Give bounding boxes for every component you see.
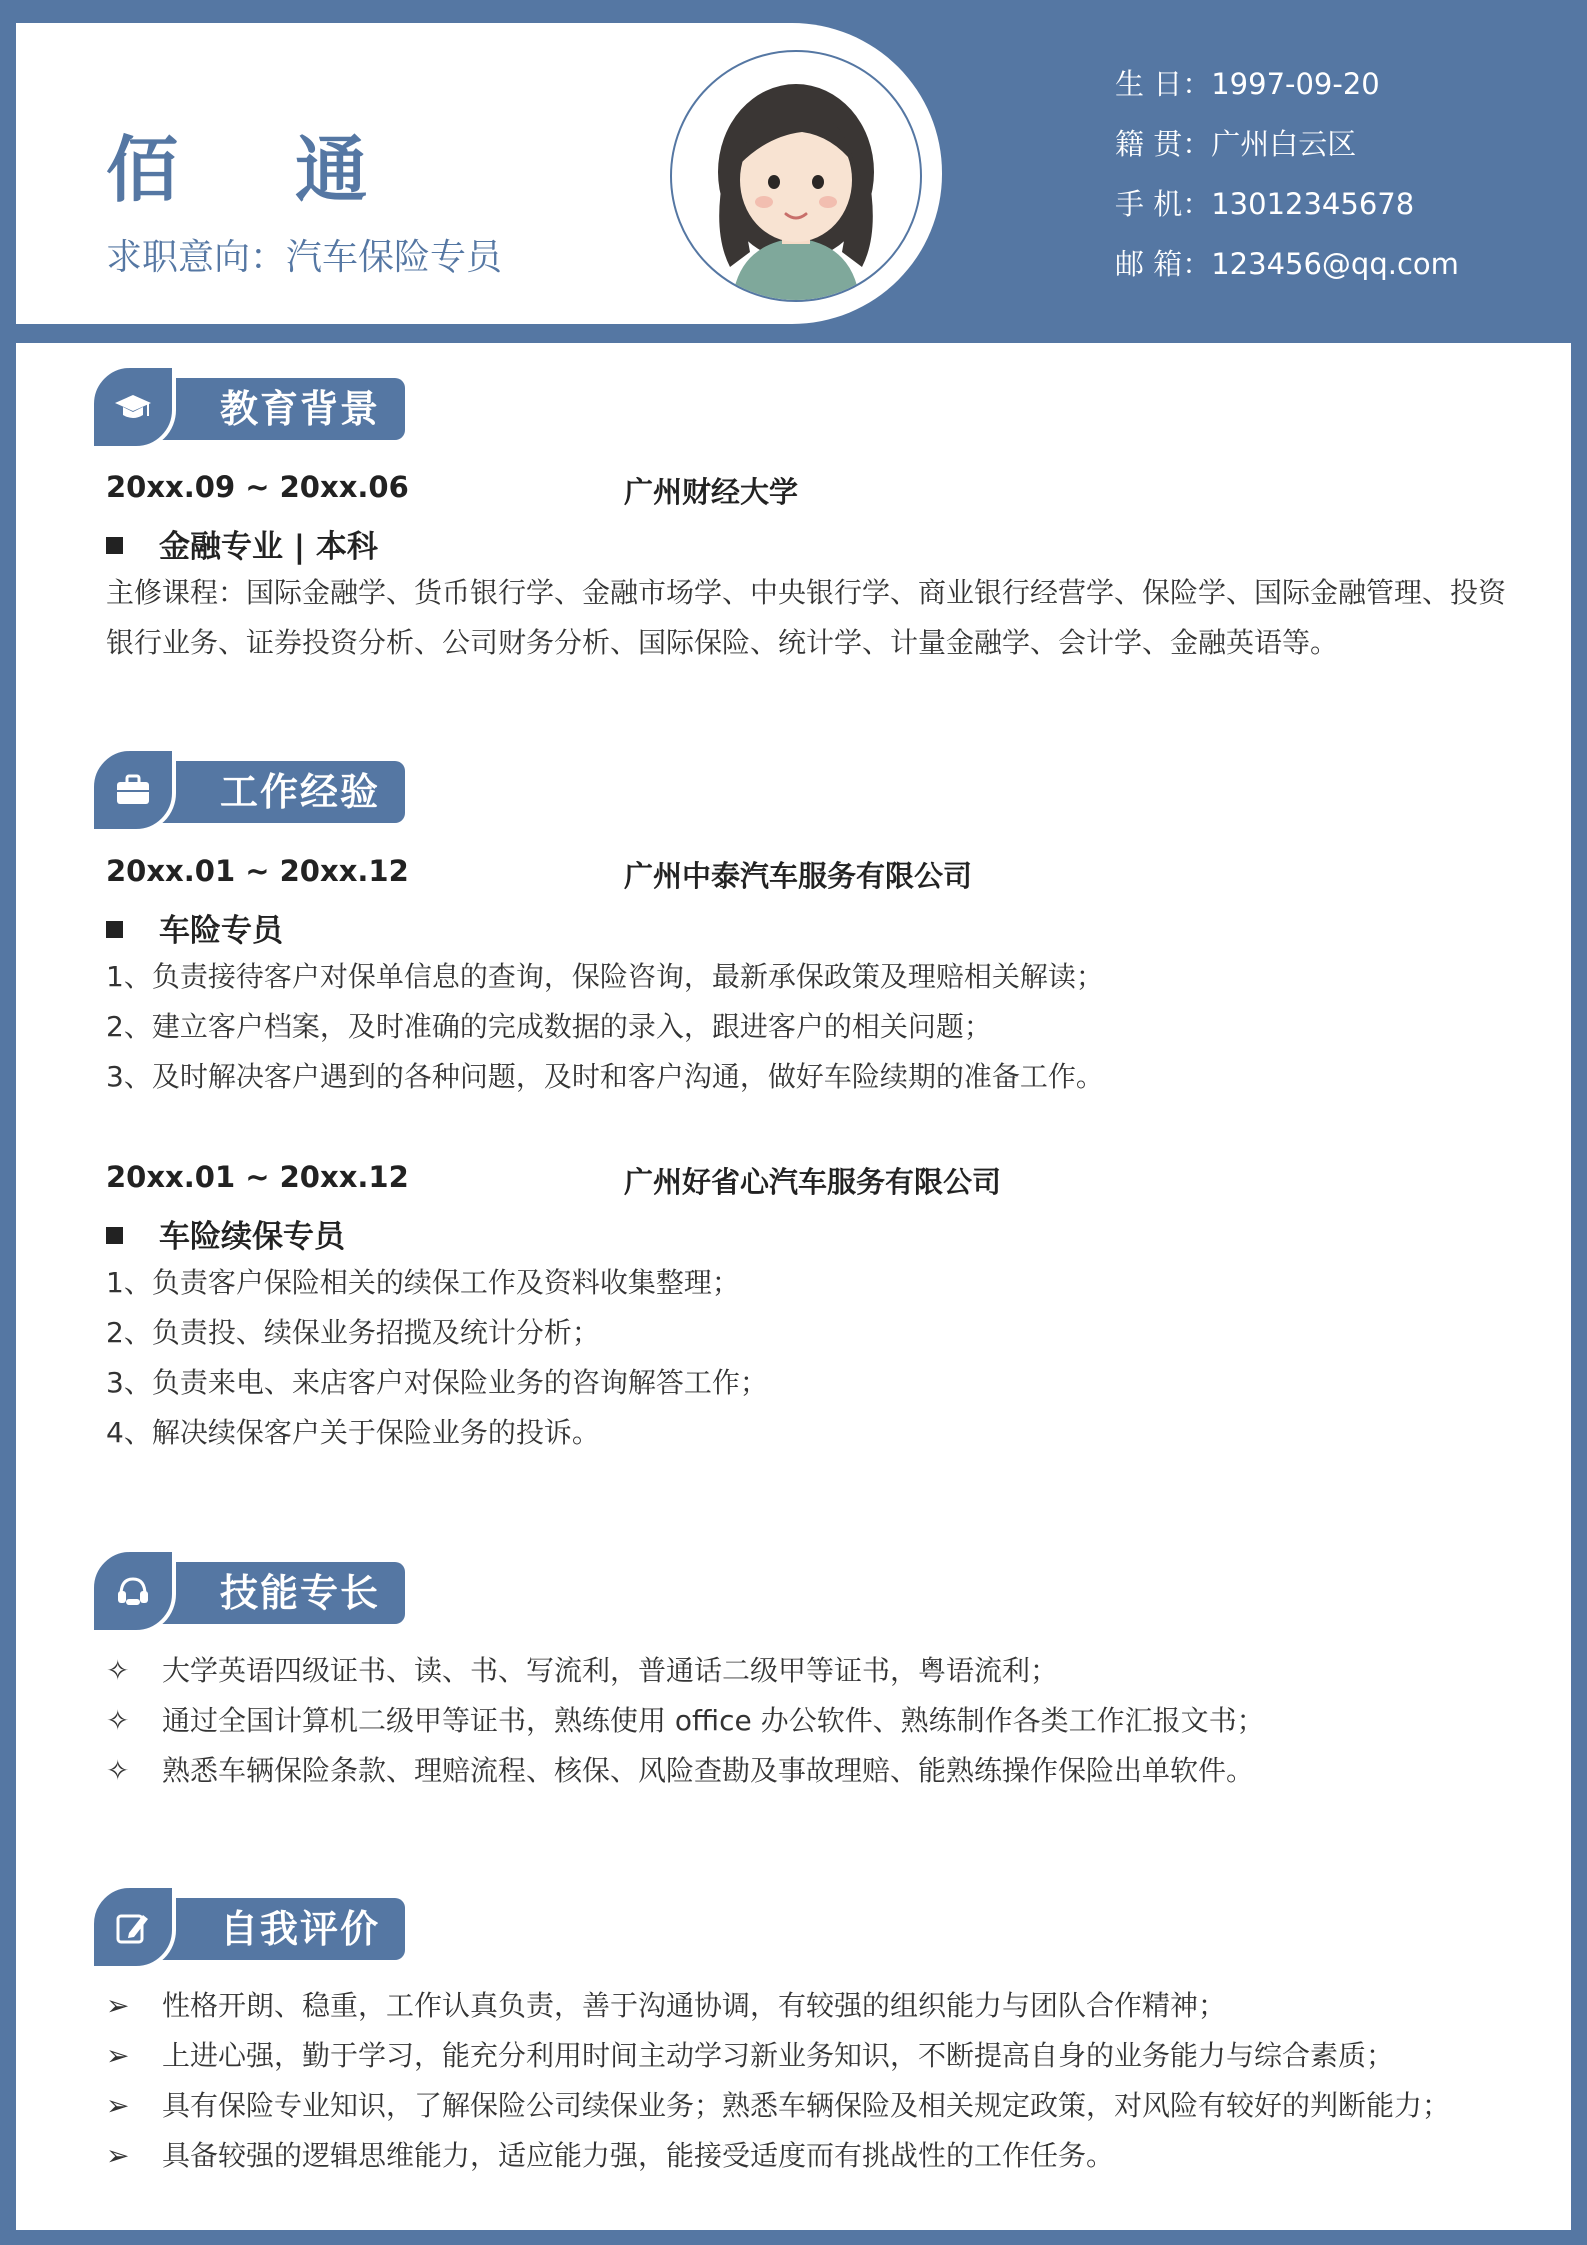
list-item: 2、建立客户档案，及时准确的完成数据的录入，跟进客户的相关问题； [106, 1010, 992, 1043]
skills-list [106, 1646, 1526, 1796]
contact-email: 邮 箱：123456@qq.com [1115, 247, 1459, 281]
contact-info [1115, 62, 1459, 302]
education-major-line [106, 521, 378, 566]
education-period: 20xx.09 ~ 20xx.06 [106, 470, 409, 504]
job-1-company: 广州中泰汽车服务有限公司 [624, 859, 973, 893]
section-title: 工作经验 [220, 770, 381, 814]
section-title: 教育背景 [220, 387, 381, 431]
list-item: 4、解决续保客户关于保险业务的投诉。 [106, 1416, 600, 1449]
edit-icon [113, 1907, 153, 1947]
education-major: 金融专业 | 本科 [159, 529, 378, 565]
sparkle-bullet-icon: ✧ [106, 1704, 130, 1737]
avatar [670, 50, 922, 302]
section-skills-header [90, 1548, 430, 1634]
list-item: ➢ 具有保险专业知识，了解保险公司续保业务；熟悉车辆保险及相关规定政策，对风险有较好的判断能力； [106, 2081, 1526, 2131]
job-2-period: 20xx.01 ~ 20xx.12 [106, 1160, 409, 1194]
section-title: 自我评价 [220, 1907, 381, 1951]
education-school: 广州财经大学 [624, 475, 799, 509]
contact-birthday: 生 日：1997-09-20 [1115, 67, 1380, 101]
list-item: 1、负责客户保险相关的续保工作及资料收集整理； [106, 1266, 740, 1299]
square-bullet-icon [106, 537, 123, 554]
job-2-role-line [106, 1211, 345, 1256]
list-item: ➢ 上进心强，勤于学习，能充分利用时间主动学习新业务知识，不断提高自身的业务能力与综合素质； [106, 2031, 1526, 2081]
arrow-bullet-icon: ➢ [106, 2139, 130, 2172]
list-item: ✧ 熟悉车辆保险条款、理赔流程、核保、风险查勘及事故理赔、能熟练操作保险出单软件。 [106, 1746, 1526, 1796]
job-2-duties [106, 1258, 1526, 1458]
job-1-role: 车险专员 [159, 913, 283, 949]
education-meta [106, 470, 799, 509]
sparkle-bullet-icon: ✧ [106, 1754, 130, 1787]
self-eval-list [106, 1981, 1526, 2181]
list-item: 3、负责来电、来店客户对保险业务的咨询解答工作； [106, 1366, 768, 1399]
job-intent-value: 汽车保险专员 [286, 237, 503, 278]
job-2-company: 广州好省心汽车服务有限公司 [624, 1165, 1002, 1199]
section-self-eval-header [90, 1884, 430, 1970]
job-2-meta [106, 1160, 1002, 1199]
avatar-illustration [672, 52, 920, 300]
square-bullet-icon [106, 1227, 123, 1244]
job-2-role: 车险续保专员 [159, 1219, 345, 1255]
contact-hometown: 籍 贯：广州白云区 [1115, 127, 1357, 161]
list-item: 1、负责接待客户对保单信息的查询，保险咨询，最新承保政策及理赔相关解读； [106, 960, 1104, 993]
list-item: ➢ 性格开朗、稳重，工作认真负责，善于沟通协调，有较强的组织能力与团队合作精神； [106, 1981, 1526, 2031]
headset-icon [113, 1571, 153, 1611]
section-education-header [90, 364, 430, 450]
list-item: ✧ 大学英语四级证书、读、书、写流利，普通话二级甲等证书，粤语流利； [106, 1646, 1526, 1696]
graduation-cap-icon [113, 387, 153, 427]
list-item: ➢ 具备较强的逻辑思维能力，适应能力强，能接受适度而有挑战性的工作任务。 [106, 2131, 1526, 2181]
education-courses: 主修课程：国际金融学、货币银行学、金融市场学、中央银行学、商业银行经营学、保险学、国际金融管理、投资银行业务、证券投资分析、公司财务分析、国际保险、统计学、计量金融学、会计学、金融英语等。 [106, 576, 1507, 659]
arrow-bullet-icon: ➢ [106, 2039, 130, 2072]
list-item: 2、负责投、续保业务招揽及统计分析； [106, 1316, 600, 1349]
briefcase-icon [113, 770, 153, 810]
job-1-meta [106, 854, 973, 893]
job-intent [106, 229, 502, 280]
square-bullet-icon [106, 921, 123, 938]
arrow-bullet-icon: ➢ [106, 1989, 130, 2022]
job-1-period: 20xx.01 ~ 20xx.12 [106, 854, 409, 888]
job-1-role-line [106, 905, 283, 950]
contact-phone: 手 机：13012345678 [1115, 187, 1415, 221]
job-1-duties [106, 952, 1526, 1102]
candidate-name: 佰 通 [106, 128, 414, 212]
arrow-bullet-icon: ➢ [106, 2089, 130, 2122]
list-item: 3、及时解决客户遇到的各种问题，及时和客户沟通，做好车险续期的准备工作。 [106, 1060, 1104, 1093]
section-title: 技能专长 [220, 1571, 381, 1615]
job-intent-label: 求职意向： [106, 237, 287, 278]
list-item: ✧ 通过全国计算机二级甲等证书，熟练使用 office 办公软件、熟练制作各类工作汇报文书； [106, 1696, 1526, 1746]
sparkle-bullet-icon: ✧ [106, 1654, 130, 1687]
section-work-header [90, 747, 430, 833]
